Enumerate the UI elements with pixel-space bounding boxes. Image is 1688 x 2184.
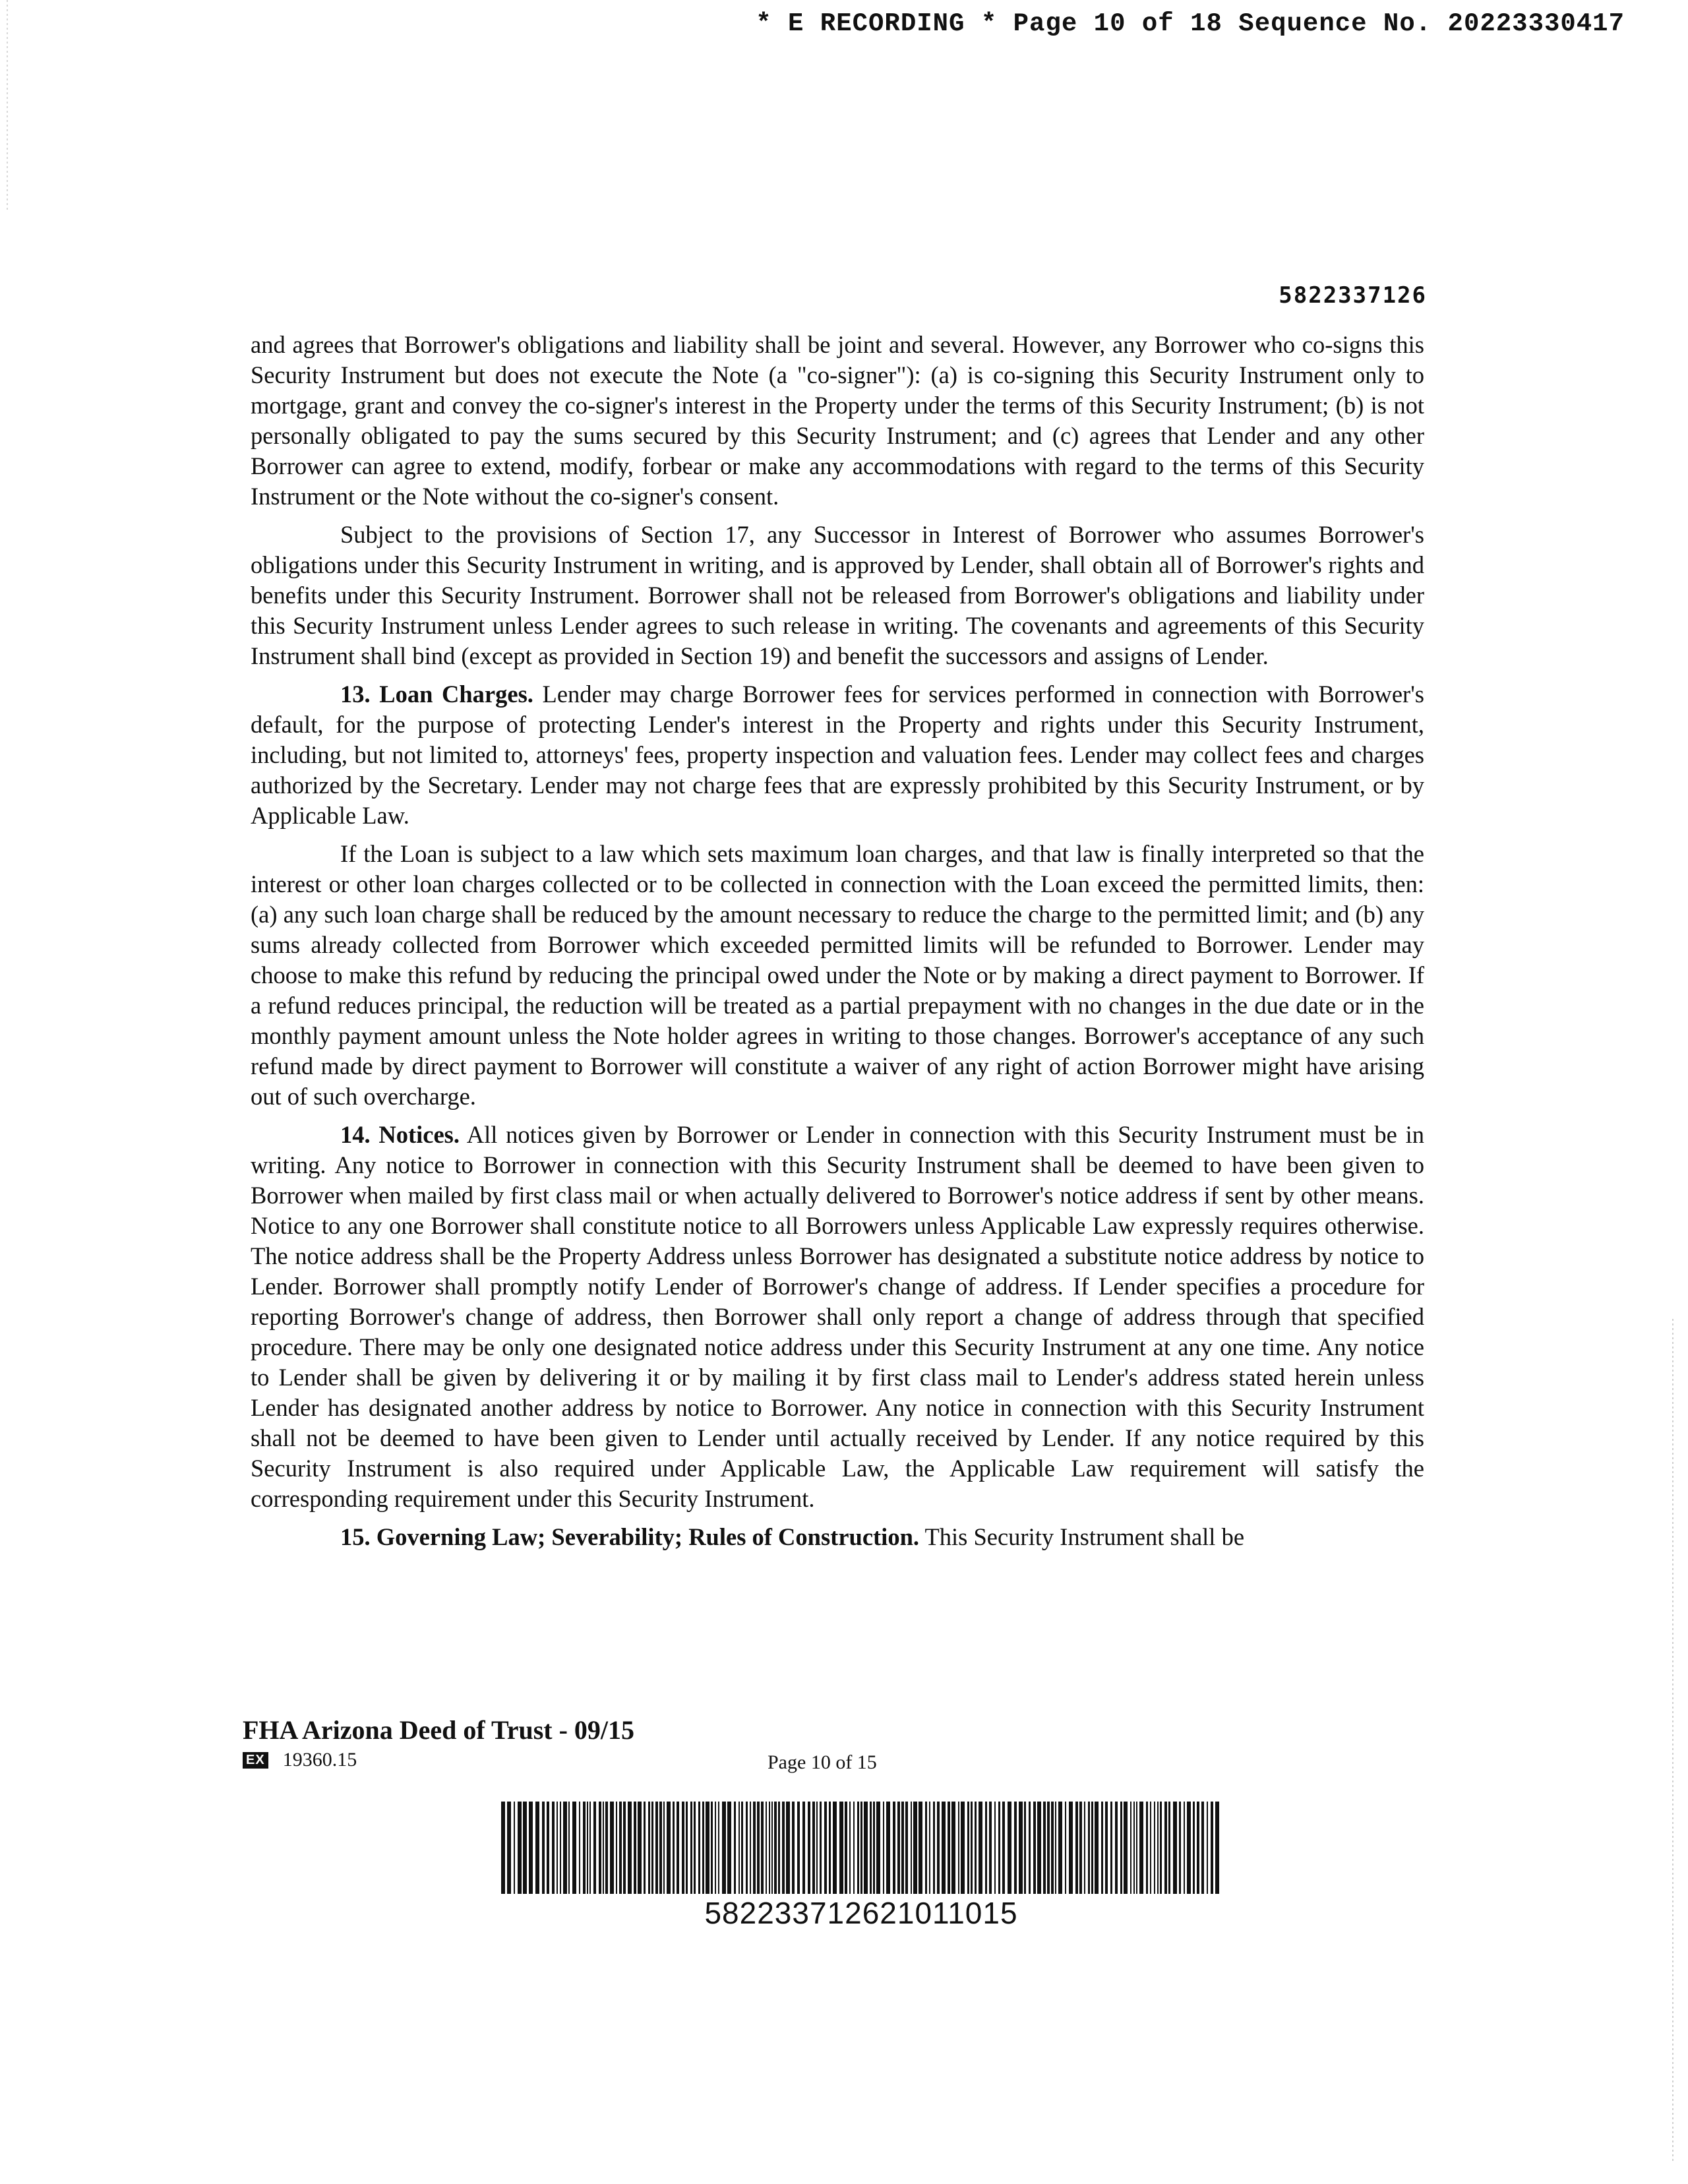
barcode-bar [919, 1802, 922, 1894]
barcode-bar [583, 1802, 586, 1894]
scan-edge-left [7, 0, 8, 211]
paragraph-text: If the Loan is subject to a law which sets maximum loan charges, and that law is finally interpreted so that the interest or other loan charges collected or to be collected in connection with the Loan exceed the permitted limits, then: (a) any such loan charge shall be reduced by the amount necessary to reduce the charge to the permitted limit; and (b) any sums already collected from Borrower which exceeded permitted limits will be refunded to Borrower. Lender may choose to make this refund by reducing the principal owed under the Note or by making a direct payment to Borrower. If a refund reduces principal, the reduction will be treated as a partial prepayment with no changes in the due date or in the monthly payment amount unless the Note holder agrees in writing to those changes. Borrower's acceptance of any such refund made by direct payment to Borrower will constitute a waiver of any right of action Borrower might have arising out of such overcharge. [251, 840, 1424, 1110]
paragraph [251, 520, 1424, 671]
scan-edge-right [1672, 1319, 1673, 2163]
barcode-bar [1029, 1802, 1031, 1894]
recording-header: * E RECORDING * Page 10 of 18 Sequence No. 20223330417 [756, 9, 1625, 38]
paragraph [251, 839, 1424, 1112]
barcode-bar [1115, 1802, 1118, 1894]
barcode-bar [893, 1802, 895, 1894]
barcode-bar [501, 1802, 505, 1894]
paragraph [251, 1120, 1424, 1514]
barcode-bar [925, 1802, 927, 1894]
barcode-bar [616, 1802, 617, 1894]
barcode-bar [778, 1802, 780, 1894]
barcode-bar [623, 1802, 626, 1894]
barcode-bar [690, 1802, 692, 1894]
barcode-bar [514, 1802, 515, 1894]
barcode-bar [1133, 1802, 1135, 1894]
barcode-bar [985, 1802, 987, 1894]
document-body [251, 330, 1424, 1560]
barcode-bar [628, 1802, 632, 1894]
barcode-bar [1164, 1802, 1167, 1894]
barcode-bar [1002, 1802, 1005, 1894]
barcode-bar [535, 1802, 539, 1894]
barcode-bar [771, 1802, 773, 1894]
barcode-bar [1150, 1802, 1151, 1894]
barcode-bar [1130, 1802, 1131, 1894]
barcode-bar [1014, 1802, 1017, 1894]
barcode-bar [958, 1802, 959, 1894]
barcode-bar [651, 1802, 653, 1894]
section-heading: 13. Loan Charges. [340, 681, 533, 708]
barcode-bar [1058, 1802, 1062, 1894]
barcode-bar [727, 1802, 731, 1894]
barcode-bar [1201, 1802, 1204, 1894]
barcode-bar [1075, 1802, 1078, 1894]
barcode-bar [552, 1802, 555, 1894]
barcode-bar [741, 1802, 743, 1894]
barcode-bar [610, 1802, 614, 1894]
barcode-bar [605, 1802, 608, 1894]
barcode-bar [603, 1802, 604, 1894]
barcode-bar [948, 1802, 950, 1894]
barcode-bar [673, 1802, 675, 1894]
barcode-bar [518, 1802, 522, 1894]
paragraph-text: All notices given by Borrower or Lender in connection with this Security Instrument must be in writing. Any notice to Borrower in connection with this Security Instrument shall be deemed to have been given to Borrower when mailed by first class mail or when actually delivered to Borrower's notice address if sent by other means. Notice to any one Borrower shall constitute notice to all Borrowers unless Applicable Law expressly requires otherwise. The notice address shall be the Property Address unless Borrower has designated a substitute notice address by notice to Lender. Borrower shall promptly notify Lender of Borrower's change of address. If Lender specifies a procedure for reporting Borrower's change of address, then Borrower shall only report a change of address through that specified procedure. There may be only one designated notice address under this Security Instrument at any one time. Any notice to Lender shall be given by delivering it or by mailing it by first class mail to Lender's address stated herein unless Lender has designated another address by notice to Borrower. Any notice in connection with this Security Instrument shall not be deemed to have been given to Lender until actually received by Lender. If any notice required by this Security Instrument is also required under Applicable Law, the Applicable Law requirement will satisfy the corresponding requirement under this Security Instrument. [251, 1121, 1424, 1512]
barcode-bar [593, 1802, 596, 1894]
barcode-bar [774, 1802, 777, 1894]
barcode-bar [913, 1802, 917, 1894]
barcode-bar [1184, 1802, 1185, 1894]
barcode-bar [853, 1802, 855, 1894]
barcode-bar [718, 1802, 719, 1894]
barcode-bar [1008, 1802, 1011, 1894]
barcode-bar [1120, 1802, 1122, 1894]
barcode-bar [677, 1802, 679, 1894]
barcode-bar [967, 1802, 969, 1894]
barcode-bar [572, 1802, 576, 1894]
barcode-bar [989, 1802, 992, 1894]
barcode-bar [1124, 1802, 1128, 1894]
barcode-bar [663, 1802, 665, 1894]
barcode-bar [698, 1802, 700, 1894]
paragraph [251, 330, 1424, 512]
footer-form-info [243, 1749, 357, 1771]
barcode-bar [857, 1802, 859, 1894]
barcode-bar [655, 1802, 658, 1894]
barcode-bar [523, 1802, 527, 1894]
barcode-bar [589, 1802, 591, 1894]
barcode-bar [1069, 1802, 1073, 1894]
section-heading: 14. Notices. [340, 1121, 460, 1148]
paragraph-text: and agrees that Borrower's obligations and liability shall be joint and several. However, any Borrower who co-signs this Security Instrument but does not execute the Note (a "co-signer"): (a) is co-signing this Security Instrument only to mortgage, grant and convey the co-signer's interest in the Property under the terms of this Security Instrument; (b) is not personally obligated to pay the sums secured by this Security Instrument; and (c) agrees that Lender and any other Borrower can agree to extend, modify, forbear or make any accommodations with regard to the terms of this Security Instrument or the Note without the co-signer's consent. [251, 331, 1424, 510]
barcode-bar [961, 1802, 965, 1894]
barcode-bar [702, 1802, 704, 1894]
barcode [498, 1802, 1224, 1894]
barcode-bar [547, 1802, 549, 1894]
barcode-bar [786, 1802, 790, 1894]
barcode-bar [766, 1802, 767, 1894]
barcode-bar [883, 1802, 884, 1894]
barcode-bar [998, 1802, 1000, 1894]
paragraph-text: Subject to the provisions of Section 17, any Successor in Interest of Borrower who assumes Borrower's obligations under this Security Instrument in writing, and is approved by Lender, shall obtain all of Borrower's rights and benefits under this Security Instrument. Borrower shall not be released from Borrower's obligations and liability under this Security Instrument unless Lender agrees to such release in writing. The covenants and agreements of this Security Instrument shall bind (except as provided in Section 19) and benefit the successors and assigns of Lender. [251, 521, 1424, 669]
barcode-bar [706, 1802, 709, 1894]
barcode-bar [911, 1802, 912, 1894]
barcode-bar [1095, 1802, 1099, 1894]
barcode-bar [761, 1802, 764, 1894]
paragraph [251, 679, 1424, 831]
barcode-bar [557, 1802, 558, 1894]
barcode-bar [587, 1802, 588, 1894]
barcode-bar [833, 1802, 837, 1894]
barcode-number: 582233712621011015 [704, 1896, 1018, 1930]
barcode-bar [876, 1802, 880, 1894]
form-number: 19360.15 [282, 1749, 357, 1771]
barcode-bar [560, 1802, 561, 1894]
barcode-bar [1047, 1802, 1050, 1894]
barcode-bar [542, 1802, 545, 1894]
barcode-bar [722, 1802, 726, 1894]
barcode-bar [711, 1802, 713, 1894]
barcode-bar [1079, 1802, 1082, 1894]
loan-number: 5822337126 [1279, 282, 1427, 309]
barcode-bar [1154, 1802, 1155, 1894]
barcode-bar [599, 1802, 601, 1894]
barcode-bar [971, 1802, 973, 1894]
barcode-bar [750, 1802, 751, 1894]
barcode-bar [829, 1802, 831, 1894]
barcode-bar [1091, 1802, 1093, 1894]
barcode-bar [1215, 1802, 1219, 1894]
barcode-bar [507, 1802, 511, 1894]
barcode-bar [1146, 1802, 1148, 1894]
barcode-bar [619, 1802, 622, 1894]
barcode-bar [1065, 1802, 1066, 1894]
barcode-bar [648, 1802, 650, 1894]
barcode-bar [753, 1802, 756, 1894]
barcode-bar [1110, 1802, 1112, 1894]
barcode-bar [529, 1802, 533, 1894]
barcode-bar [808, 1802, 810, 1894]
barcode-bar [1211, 1802, 1213, 1894]
barcode-bar [1101, 1802, 1103, 1894]
barcode-bar [1051, 1802, 1054, 1894]
barcode-bar [886, 1802, 890, 1894]
barcode-bar [933, 1802, 935, 1894]
barcode-bar [644, 1802, 646, 1894]
barcode-bar [1173, 1802, 1177, 1894]
barcode-bar [734, 1802, 736, 1894]
barcode-bar [1019, 1802, 1023, 1894]
barcode-bar [682, 1802, 684, 1894]
barcode-bar [686, 1802, 688, 1894]
barcode-bar [638, 1802, 642, 1894]
barcode-bar [824, 1802, 827, 1894]
barcode-bar [897, 1802, 900, 1894]
barcode-bar [797, 1802, 800, 1894]
barcode-bar [634, 1802, 636, 1894]
ex-logo-icon: EX [243, 1752, 268, 1769]
barcode-bar [975, 1802, 977, 1894]
barcode-bar [1197, 1802, 1199, 1894]
barcode-bar [839, 1802, 843, 1894]
barcode-bar [659, 1802, 662, 1894]
barcode-bar [812, 1802, 815, 1894]
barcode-bar [1024, 1802, 1026, 1894]
barcode-bar [1088, 1802, 1090, 1894]
barcode-bar [1037, 1802, 1041, 1894]
barcode-bar [769, 1802, 770, 1894]
barcode-bar [864, 1802, 868, 1894]
barcode-bar [802, 1802, 805, 1894]
barcode-bar [694, 1802, 696, 1894]
footer-title: FHA Arizona Deed of Trust - 09/15 [243, 1715, 635, 1745]
barcode-bar [738, 1802, 740, 1894]
barcode-bar [951, 1802, 955, 1894]
section-heading: 15. Governing Law; Severability; Rules of Construction. [340, 1523, 919, 1550]
barcode-bar [870, 1802, 872, 1894]
barcode-bar [849, 1802, 851, 1894]
barcode-bar [979, 1802, 982, 1894]
barcode-bar [1084, 1802, 1085, 1894]
barcode-bar [1193, 1802, 1195, 1894]
barcode-bar [757, 1802, 760, 1894]
barcode-bar [1179, 1802, 1181, 1894]
barcode-bar [994, 1802, 996, 1894]
paragraph-text: Lender may charge Borrower fees for services performed in connection with Borrower's default, for the purpose of protecting Lender's interest in the Property and rights under this Security Instrument, including, but not limited to, attorneys' fees, property inspection and valuation fees. Lender may collect fees and charges authorized by the Secretary. Lender may not charge fees that are expressly prohibited by this Security Instrument, or by Applicable Law. [251, 681, 1424, 829]
barcode-bar [816, 1802, 818, 1894]
barcode-bar [746, 1802, 748, 1894]
barcode-bar [1105, 1802, 1108, 1894]
barcode-bar [1043, 1802, 1046, 1894]
barcode-bar [563, 1802, 567, 1894]
barcode-bar [792, 1802, 795, 1894]
barcode-bar [1157, 1802, 1159, 1894]
barcode-bar [1136, 1802, 1137, 1894]
barcode-bar [1139, 1802, 1143, 1894]
barcode-bar [1033, 1802, 1036, 1894]
barcode-bar [937, 1802, 940, 1894]
barcode-bar [820, 1802, 822, 1894]
barcode-bar [782, 1802, 785, 1894]
barcode-bar [905, 1802, 908, 1894]
paragraph [251, 1522, 1424, 1552]
barcode-bar [1055, 1802, 1056, 1894]
barcode-bar [715, 1802, 716, 1894]
page-number: Page 10 of 15 [768, 1751, 877, 1773]
barcode-bar [929, 1802, 930, 1894]
barcode-bar [901, 1802, 904, 1894]
barcode-bar [942, 1802, 946, 1894]
barcode-bar [845, 1802, 847, 1894]
barcode-bar [667, 1802, 671, 1894]
barcode-bar [568, 1802, 570, 1894]
barcode-bar [873, 1802, 875, 1894]
paragraph-text: This Security Instrument shall be [919, 1523, 1245, 1550]
barcode-bar [1168, 1802, 1170, 1894]
barcode-bar [1207, 1802, 1208, 1894]
barcode-bar [1160, 1802, 1162, 1894]
barcode-bar [579, 1802, 580, 1894]
barcode-bar [1187, 1802, 1191, 1894]
barcode-bar [860, 1802, 862, 1894]
